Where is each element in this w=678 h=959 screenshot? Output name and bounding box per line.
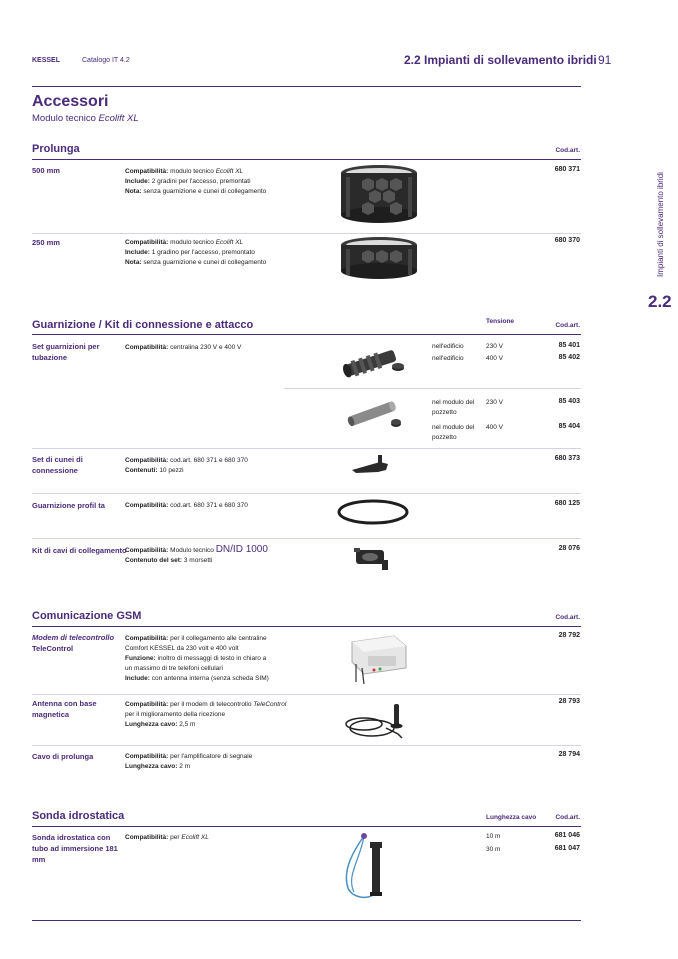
product-description: Compatibilità: cod.art. 680 371 e 680 370: [125, 502, 248, 509]
section-rule: [32, 159, 581, 160]
product-name: Set guarnizioni per tubazione: [32, 342, 100, 362]
product-description: Compatibilità: modulo tecnico Ecolift XL Include: 2 gradini per l'accesso, premontati Nota: senza guarnizione e cunei di collegamento: [125, 168, 267, 195]
variant-location: nel modulo del pozzetto: [432, 424, 475, 441]
variant-code: 85 404: [558, 423, 580, 430]
product-description: Compatibilità: per il collegamento alle centraline Comfort KESSEL da 230 volt e 400 volt Funzione: inoltro di messaggi di testo in chiaro a un massimo di tre telefoni cellulari Include: con antenna interna (senza scheda SIM): [125, 635, 269, 682]
variant-code: 85 403: [558, 398, 580, 405]
product-code: 680 125: [554, 500, 580, 507]
extension-ring-250-image: [338, 235, 420, 283]
connection-wedge-image: [350, 452, 392, 476]
section-title-gsm: Comunicazione GSM: [32, 610, 142, 622]
page-title: Accessori: [32, 93, 109, 110]
variant-code: 85 402: [558, 354, 580, 361]
product-name: Kit di cavi di collegamento: [32, 546, 127, 555]
product-code: 680 371: [554, 166, 580, 173]
variant-location: nell'edificio: [432, 355, 464, 362]
footer-rule: [32, 920, 581, 921]
product-code: 680 370: [554, 237, 580, 244]
section-title-sonda: Sonda idrostatica: [32, 810, 125, 822]
variant-voltage: 400 V: [486, 424, 503, 431]
page-number: 91: [598, 53, 612, 67]
product-name: Guarnizione profil ta: [32, 501, 105, 510]
row-divider: [32, 493, 581, 494]
section-rule: [32, 626, 581, 627]
product-code: 680 373: [554, 455, 580, 462]
product-description: Compatibilità: centralina 230 V e 400 V: [125, 344, 242, 351]
product-name: Modem di telecontrollo TeleControl: [32, 633, 115, 653]
section-rule: [32, 826, 581, 827]
magnetic-antenna-image: [342, 698, 412, 742]
catalog-label: Catalogo IT 4.2: [82, 57, 130, 64]
variant-length: 30 m: [486, 846, 501, 853]
section-title-guarnizione: Guarnizione / Kit di connessione e attacco: [32, 319, 254, 331]
row-divider: [32, 448, 581, 449]
col-header-cable-length: Lunghezza cavo: [486, 814, 537, 821]
product-code: 28 793: [558, 698, 580, 705]
product-name: Set di cunei di connessione: [32, 455, 83, 475]
side-tab-label: Impianti di sollevamento ibridi: [656, 172, 665, 277]
header-rule: [32, 86, 581, 87]
side-tab-number: 2.2: [648, 292, 672, 311]
telecontrol-modem-image: [344, 632, 410, 686]
product-code: 28 792: [558, 632, 580, 639]
product-description: Compatibilità: per Ecolift XL: [125, 834, 209, 841]
product-name: 250 mm: [32, 238, 60, 247]
variant-voltage: 400 V: [486, 355, 503, 362]
section-title-prolunga: Prolunga: [32, 143, 80, 155]
row-divider: [32, 745, 581, 746]
product-description: Compatibilità: per l'amplificatore di segnale Lunghezza cavo: 2 m: [125, 753, 253, 770]
variant-code: 681 046: [554, 832, 580, 839]
pipe-seal-indoor-image: [340, 340, 408, 384]
variant-voltage: 230 V: [486, 343, 503, 350]
row-divider: [32, 694, 581, 695]
variant-voltage: 230 V: [486, 399, 503, 406]
product-name: Cavo di prolunga: [32, 752, 94, 761]
row-divider: [284, 388, 581, 389]
col-header-code: Cod.art.: [555, 147, 580, 154]
product-description: Compatibilità: modulo tecnico Ecolift XL Include: 1 gradino per l'accesso, premontato Nota: senza guarnizione e cunei di collegamento: [125, 239, 267, 266]
profile-gasket-image: [336, 497, 410, 527]
row-divider: [32, 233, 581, 234]
product-description: Compatibilità: Modulo tecnico DN/ID 1000 Contenuto del set: 3 morsetti: [125, 544, 268, 564]
brand-name: KESSEL: [32, 57, 61, 64]
hydrostatic-probe-image: [334, 830, 408, 906]
col-header-voltage: Tensione: [486, 318, 515, 325]
product-description: Compatibilità: cod.art. 680 371 e 680 370 Contenuti: 10 pezzi: [125, 457, 248, 474]
variant-location: nel modulo del pozzetto: [432, 399, 475, 416]
cable-clamp-image: [352, 544, 394, 574]
col-header-code: Cod.art.: [555, 614, 580, 621]
variant-length: 10 m: [486, 833, 501, 840]
pipe-seal-shaft-image: [346, 392, 404, 436]
variant-code: 85 401: [558, 342, 580, 349]
product-name: Antenna con base magnetica: [32, 699, 97, 719]
extension-ring-500-image: [338, 163, 420, 227]
variant-location: nell'edificio: [432, 343, 464, 350]
section-rule: [32, 334, 581, 335]
col-header-code: Cod.art.: [555, 814, 580, 821]
product-code: 28 076: [558, 545, 580, 552]
col-header-code: Cod.art.: [555, 322, 580, 329]
product-code: 28 794: [558, 751, 580, 758]
variant-code: 681 047: [554, 845, 580, 852]
chapter-title: 2.2 Impianti di sollevamento ibridi: [404, 53, 597, 67]
product-name: 500 mm: [32, 166, 60, 175]
product-name: Sonda idrostatica con tubo ad immersione 181 mm: [32, 833, 118, 864]
page-subtitle: Modulo tecnico Ecolift XL: [32, 113, 139, 124]
product-description: Compatibilità: per il modem di telecontrollo TeleControl per il miglioramento della ricezione Lunghezza cavo: 2,5 m: [125, 701, 287, 728]
row-divider: [32, 538, 581, 539]
